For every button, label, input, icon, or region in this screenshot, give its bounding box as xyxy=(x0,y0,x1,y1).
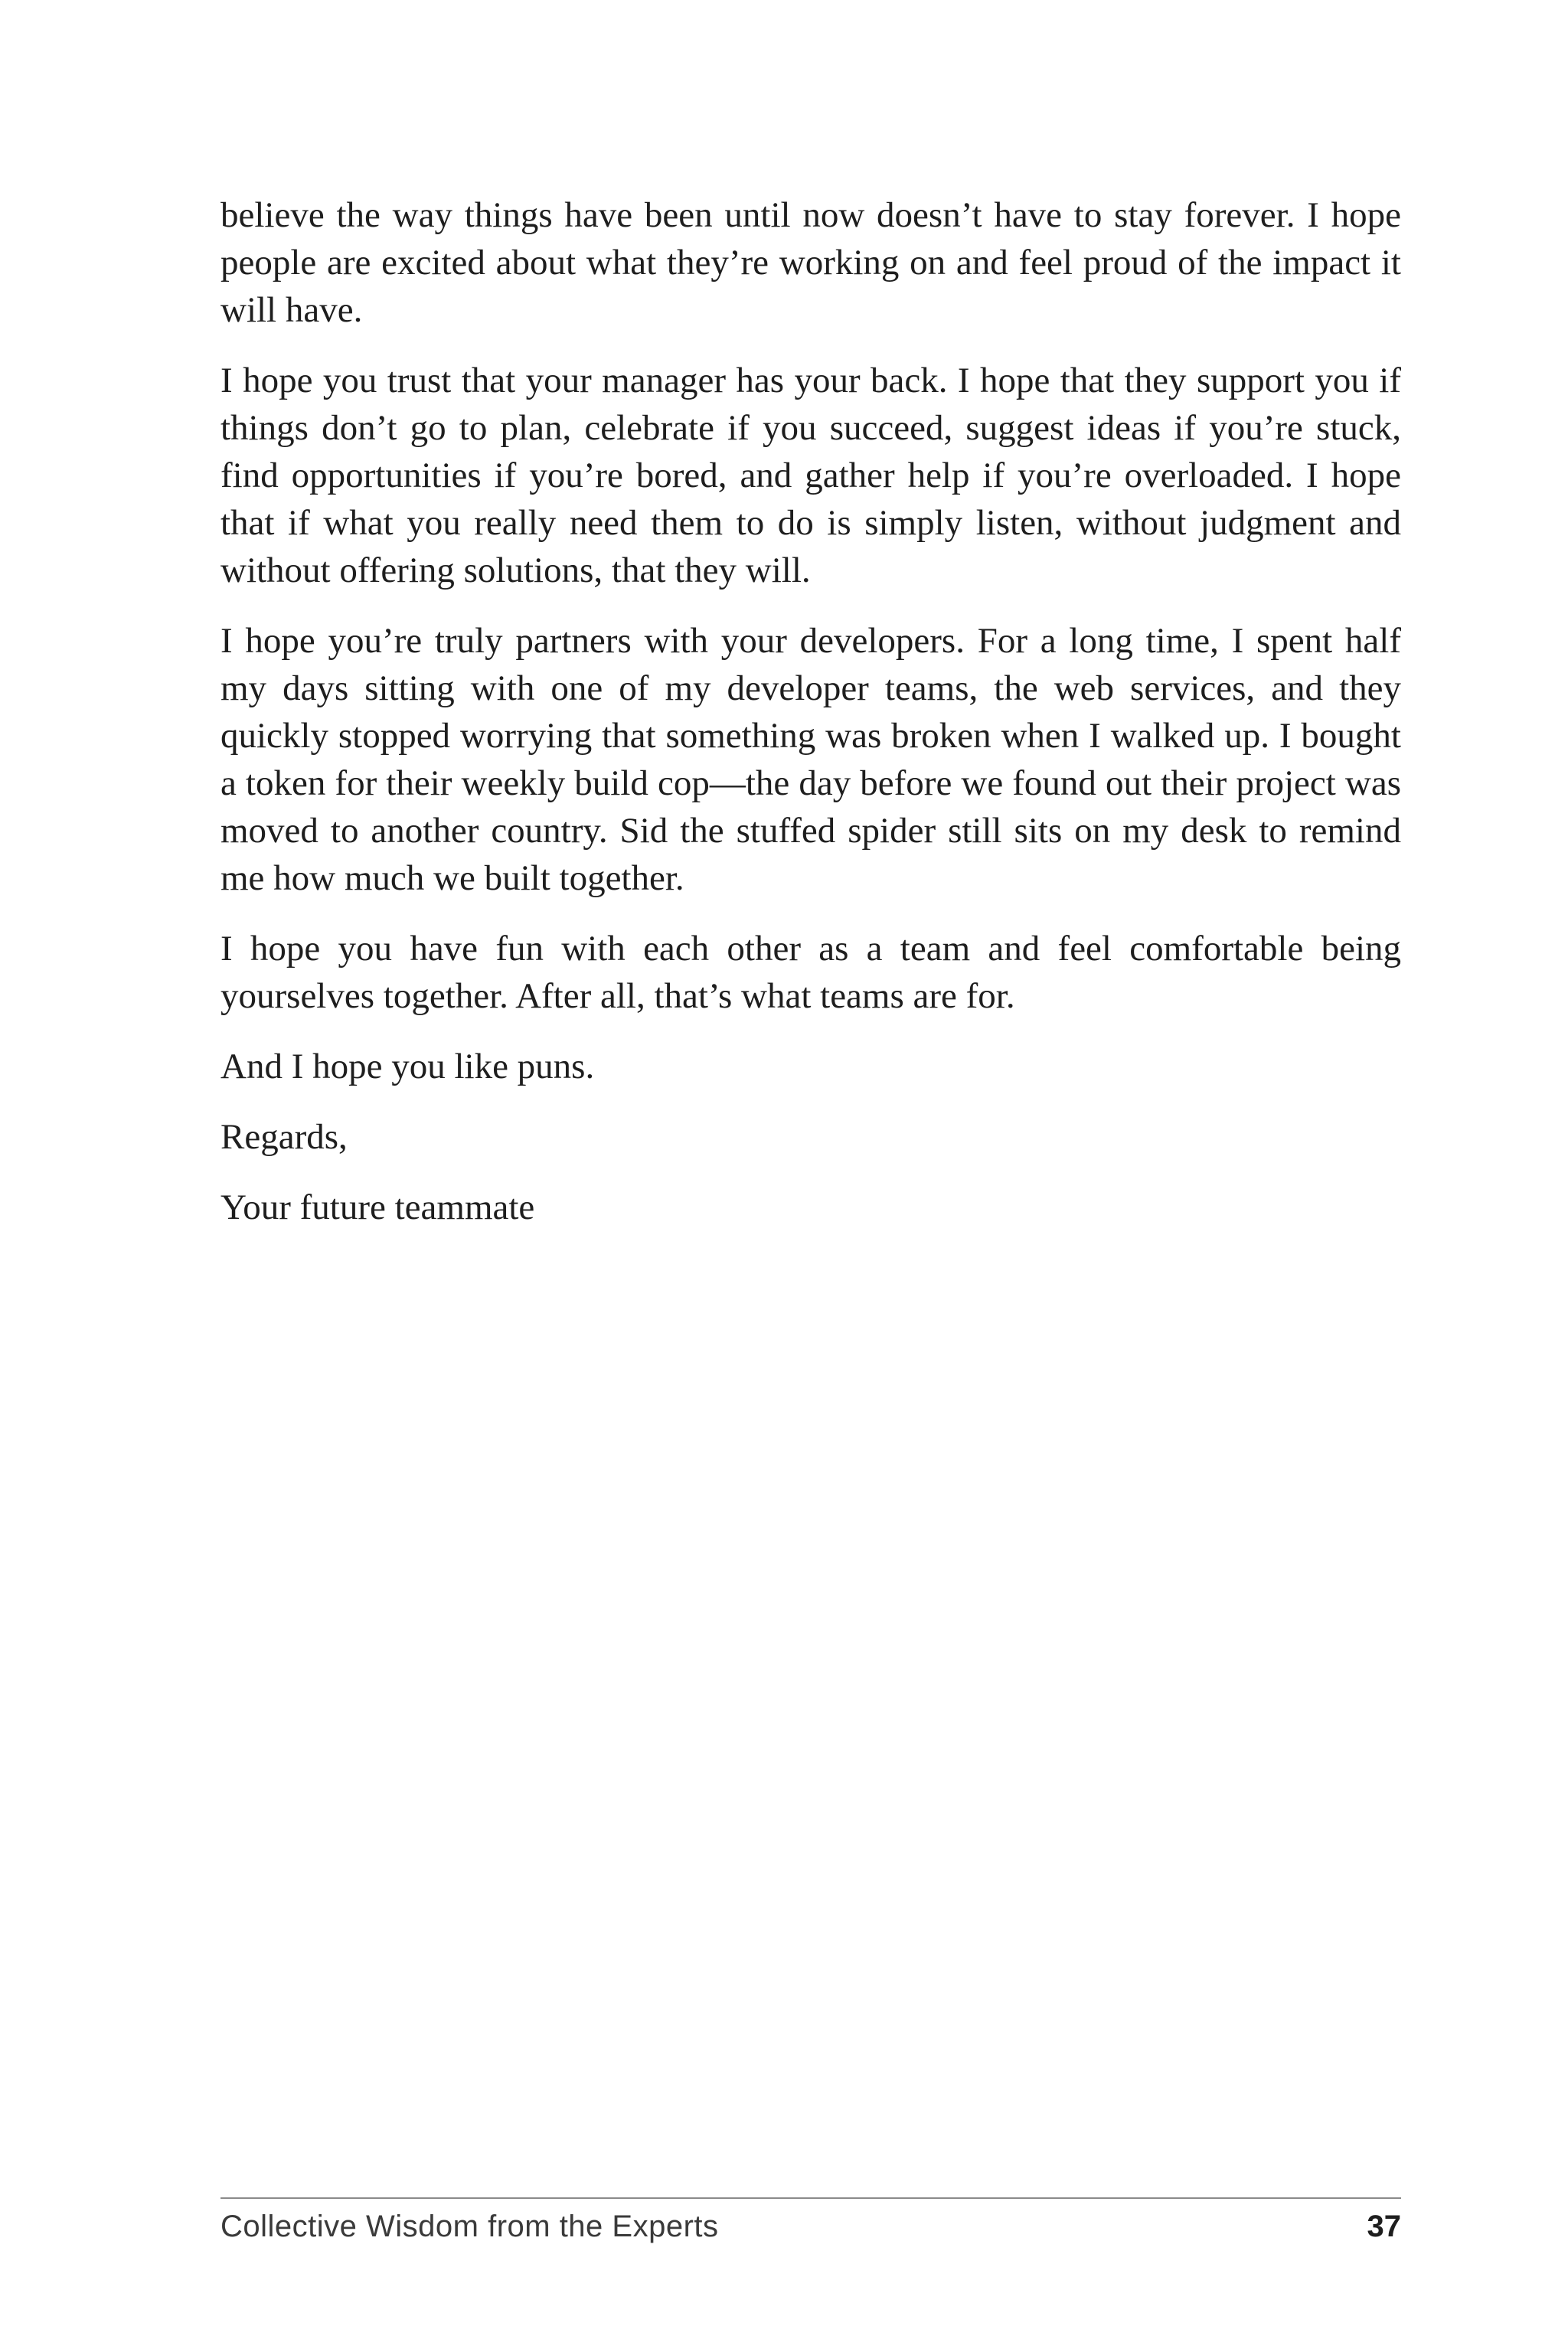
footer-rule xyxy=(220,2197,1401,2199)
paragraph-4: I hope you have fun with each other as a team and feel comfortable being yourselves together. After all, that’s what teams are for. xyxy=(220,929,1401,1016)
body-text xyxy=(220,191,1401,1254)
footer-book-title: Collective Wisdom from the Experts xyxy=(220,2210,719,2243)
paragraph-3: I hope you’re truly partners with your developers. For a long time, I spent half my days sitting with one of my developer teams, the web services, and they quickly stopped worrying that something was broken when I walked up. I bought a token for their weekly build cop—the day before we found out their project was moved to another country. Sid the stuffed spider still sits on my desk to remind me how much we built together. xyxy=(220,621,1401,898)
signature-line: Your future teammate xyxy=(220,1187,535,1227)
paragraph-5: And I hope you like puns. xyxy=(220,1047,595,1086)
closing-salutation: Regards, xyxy=(220,1117,348,1157)
paragraph-2: I hope you trust that your manager has your back. I hope that they support you if things don’t go to plan, celebrate if you succeed, suggest ideas if you’re stuck, find opportunities if you’re bored, and gather help if you’re overloaded. I hope that if what you really need them to do is simply listen, without judgment and without offering solutions, that they will. xyxy=(220,361,1401,590)
paragraph-1: believe the way things have been until now doesn’t have to stay forever. I hope people are excited about what they’re working on and feel proud of the impact it will have. xyxy=(220,195,1401,330)
page-number: 37 xyxy=(1367,2210,1401,2243)
